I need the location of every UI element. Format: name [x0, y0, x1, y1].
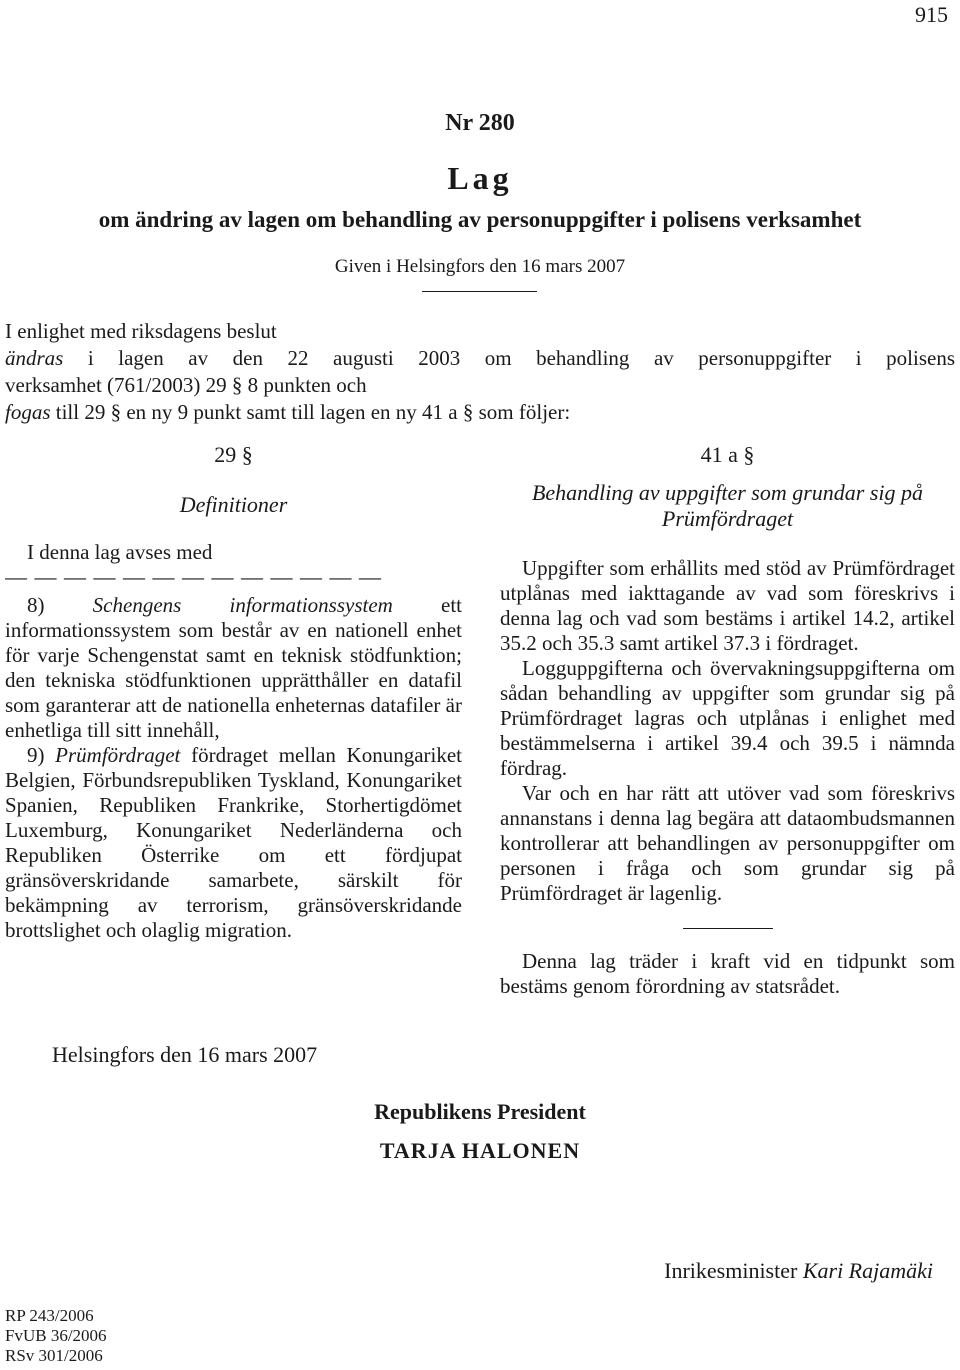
intro-line-3: verksamhet (761/2003) 29 § 8 punkten och	[5, 373, 367, 397]
omission-dashes: — — — — — — — — — — — — —	[5, 565, 382, 589]
intro-andras-rest: i lagen av den 22 augusti 2003 om behandling av personuppgifter i polisens	[63, 346, 955, 370]
section-41a-title: Behandling av uppgifter som grundar sig på Prümfördraget	[531, 480, 924, 531]
statute-number: Nr 280	[445, 110, 515, 136]
intro-line-2	[5, 345, 955, 372]
entry-into-force: Denna lag träder i kraft vid en tidpunkt som bestäms genom förordning av statsrådet.	[500, 949, 955, 998]
legislative-references	[5, 1306, 107, 1366]
item-8-term: Schengens informationssystem	[92, 593, 393, 617]
reference-fvub: FvUB 36/2006	[5, 1326, 107, 1345]
minister-title: Inrikesminister	[664, 1258, 803, 1283]
section-29-title: Definitioner	[179, 492, 288, 517]
section-41a-para-2: Logguppgifterna och övervakningsuppgifterna om sådan behandling av uppgifter som grundar sig på Prümfördraget lagras och utplånas i enlighet med bestämmelserna i artikel 39.4 och 39.5 i nämnda fördrag.	[500, 656, 955, 780]
section-41a	[500, 442, 955, 999]
enacting-clause	[5, 318, 955, 426]
section-41a-heading: 41 a §	[700, 442, 755, 467]
page-number: 915	[915, 2, 948, 27]
item-8-number: 8)	[27, 593, 93, 617]
given-date: Given i Helsingfors den 16 mars 2007	[334, 256, 626, 277]
item-9-text: fördraget mellan Konungariket Belgien, Förbundsrepubliken Tyskland, Konungariket Spanien, Republiken Frankrike, Storhertigdömet Luxemburg, Konungariket Nederländerna och Republiken Österrike om ett fördjupat gränsöverskridande samarbete, särskilt för bekämpning av terrorism, gränsöverskridande brottslighet och olaglig migration.	[5, 743, 462, 942]
section-29-lead: I denna lag avses med	[27, 540, 213, 564]
section-29	[5, 442, 462, 943]
section-41a-para-1: Uppgifter som erhållits med stöd av Prümfördraget utplånas med iakttagande av vad som föreskrivs i denna lag och vad som bestäms i artikel 14.2, artikel 35.2 och 35.3 samt artikel 37.3 i fördraget.	[500, 556, 955, 655]
statute-title: om ändring av lagen om behandling av personuppgifter i polisens verksamhet	[98, 207, 862, 232]
reference-rsv: RSv 301/2006	[5, 1346, 103, 1365]
countersignature	[664, 1258, 933, 1284]
intro-andras: ändras	[5, 346, 64, 370]
statute-type: Lag	[447, 160, 513, 196]
reference-rp: RP 243/2006	[5, 1306, 94, 1325]
header-divider	[422, 291, 537, 292]
signature-office: Republikens President	[374, 1099, 586, 1124]
item-9-number: 9)	[27, 743, 56, 767]
intro-fogas-rest: till 29 § en ny 9 punkt samt till lagen en ny 41 a § som följer:	[50, 400, 571, 424]
minister-name: Kari Rajamäki	[802, 1258, 933, 1283]
entry-divider	[683, 928, 773, 929]
intro-line-4	[5, 399, 955, 426]
item-8-text: ett informationssystem som består av en nationell enhet för varje Schengenstat samt en teknisk stödfunktion; den tekniska stödfunktionen upprätthåller en datafil som garanterar att de nationella enheternas datafiler är enhetliga till sitt innehåll,	[5, 593, 462, 742]
definition-item-8	[5, 593, 462, 743]
definition-item-9	[5, 743, 462, 943]
intro-line-1: I enlighet med riksdagens beslut	[5, 319, 277, 343]
intro-fogas: fogas	[5, 400, 51, 424]
section-41a-para-3: Var och en har rätt att utöver vad som föreskrivs annanstans i denna lag begära att dataombudsmannen kontrollerar att behandlingen av personuppgifter om personen i fråga och som grundar sig på Prümfördraget är lagenlig.	[500, 781, 955, 905]
item-9-term: Prümfördraget	[55, 743, 181, 767]
section-29-heading: 29 §	[214, 442, 253, 467]
signature-name: TARJA HALONEN	[379, 1138, 581, 1163]
signature-place-date: Helsingfors den 16 mars 2007	[52, 1042, 318, 1067]
